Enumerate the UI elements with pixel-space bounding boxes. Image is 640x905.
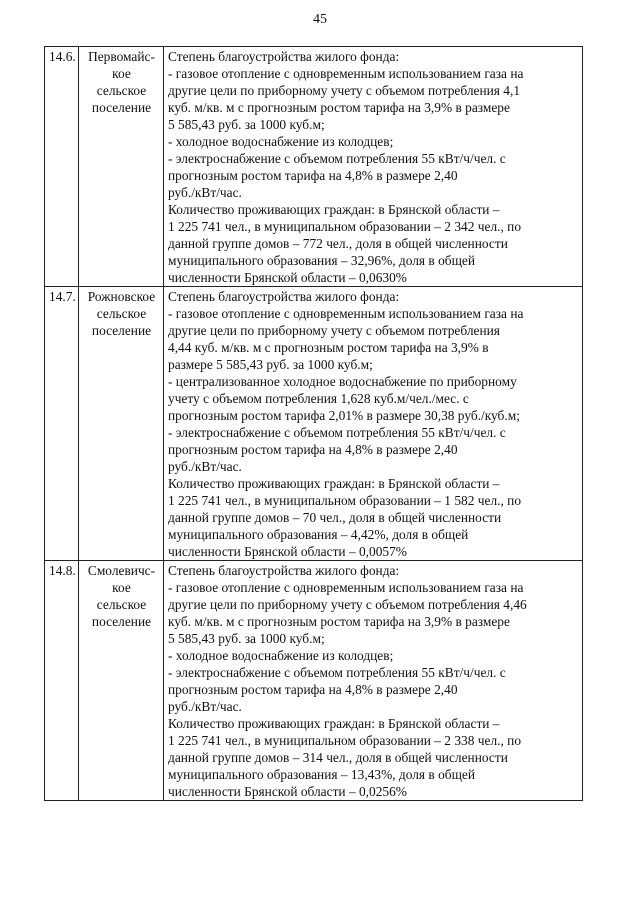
desc-line: Количество проживающих граждан: в Брянской области – [168, 716, 500, 731]
name-line: Смолевичс- [87, 563, 156, 578]
desc-line: данной группе домов – 772 чел., доля в общей численности [168, 236, 508, 251]
desc-line: численности Брянской области – 0,0630% [168, 270, 407, 285]
desc-line: прогнозным ростом тарифа на 4,8% в размере 2,40 [168, 682, 458, 697]
desc-line: - холодное водоснабжение из колодцев; [168, 134, 394, 149]
settlement-description [164, 287, 583, 561]
name-line: поселение [91, 100, 152, 115]
desc-line: другие цели по приборному учету с объемом потребления [168, 323, 500, 338]
desc-line: учету с объемом потребления 1,628 куб.м/чел./мес. с [168, 391, 469, 406]
desc-line: - электроснабжение с объемом потребления 55 кВт/ч/чел. с [168, 665, 506, 680]
settlement-description [164, 47, 583, 287]
desc-line: - газовое отопление с одновременным использованием газа на [168, 580, 524, 595]
name-line: сельское [96, 83, 147, 98]
table-row [45, 561, 583, 801]
name-line: поселение [91, 614, 152, 629]
desc-line: прогнозным ростом тарифа 2,01% в размере 30,38 руб./куб.м; [168, 408, 520, 423]
desc-line: - газовое отопление с одновременным использованием газа на [168, 66, 524, 81]
desc-line: 1 225 741 чел., в муниципальном образовании – 2 342 чел., по [168, 219, 522, 234]
settlement-name [79, 47, 164, 287]
name-line: кое [112, 580, 131, 595]
desc-line: Степень благоустройства жилого фонда: [168, 49, 400, 64]
desc-line: руб./кВт/час. [168, 185, 242, 200]
desc-line: Степень благоустройства жилого фонда: [168, 563, 400, 578]
row-number: 14.6. [45, 47, 79, 287]
name-line: Рожновское [87, 289, 156, 304]
name-line: сельское [96, 597, 147, 612]
desc-line: другие цели по приборному учету с объемом потребления 4,46 [168, 597, 527, 612]
desc-line: куб. м/кв. м с прогнозным ростом тарифа на 3,9% в размере [168, 100, 510, 115]
desc-line: - холодное водоснабжение из колодцев; [168, 648, 394, 663]
row-number: 14.8. [45, 561, 79, 801]
desc-line: 4,44 куб. м/кв. м с прогнозным ростом тарифа на 3,9% в [168, 340, 489, 355]
name-line: поселение [91, 323, 152, 338]
page-number: 45 [313, 12, 327, 27]
desc-line: численности Брянской области – 0,0256% [168, 784, 407, 799]
desc-line: - электроснабжение с объемом потребления 55 кВт/ч/чел. с [168, 425, 506, 440]
row-number: 14.7. [45, 287, 79, 561]
desc-line: руб./кВт/час. [168, 459, 242, 474]
name-line: кое [112, 66, 131, 81]
desc-line: - электроснабжение с объемом потребления 55 кВт/ч/чел. с [168, 151, 506, 166]
settlement-name [79, 287, 164, 561]
desc-line: размере 5 585,43 руб. за 1000 куб.м; [168, 357, 373, 372]
settlement-description [164, 561, 583, 801]
desc-line: 1 225 741 чел., в муниципальном образовании – 2 338 чел., по [168, 733, 522, 748]
desc-line: прогнозным ростом тарифа на 4,8% в размере 2,40 [168, 442, 458, 457]
desc-line: прогнозным ростом тарифа на 4,8% в размере 2,40 [168, 168, 458, 183]
desc-line: другие цели по приборному учету с объемом потребления 4,1 [168, 83, 521, 98]
desc-line: Степень благоустройства жилого фонда: [168, 289, 400, 304]
desc-line: муниципального образования – 32,96%, доля в общей [168, 253, 476, 268]
table-row [45, 47, 583, 287]
desc-line: муниципального образования – 4,42%, доля в общей [168, 527, 469, 542]
desc-line: численности Брянской области – 0,0057% [168, 544, 407, 559]
desc-line: - централизованное холодное водоснабжение по приборному [168, 374, 517, 389]
desc-line: 5 585,43 руб. за 1000 куб.м; [168, 631, 325, 646]
desc-line: муниципального образования – 13,43%, доля в общей [168, 767, 476, 782]
desc-line: - газовое отопление с одновременным использованием газа на [168, 306, 524, 321]
name-line: сельское [96, 306, 147, 321]
desc-line: Количество проживающих граждан: в Брянской области – [168, 476, 500, 491]
settlements-table [44, 46, 583, 801]
desc-line: Количество проживающих граждан: в Брянской области – [168, 202, 500, 217]
table-row [45, 287, 583, 561]
desc-line: данной группе домов – 70 чел., доля в общей численности [168, 510, 502, 525]
name-line: Первомайс- [88, 49, 155, 64]
desc-line: 5 585,43 руб. за 1000 куб.м; [168, 117, 325, 132]
desc-line: 1 225 741 чел., в муниципальном образовании – 1 582 чел., по [168, 493, 522, 508]
desc-line: руб./кВт/час. [168, 699, 242, 714]
settlement-name [79, 561, 164, 801]
desc-line: куб. м/кв. м с прогнозным ростом тарифа на 3,9% в размере [168, 614, 510, 629]
desc-line: данной группе домов – 314 чел., доля в общей численности [168, 750, 508, 765]
